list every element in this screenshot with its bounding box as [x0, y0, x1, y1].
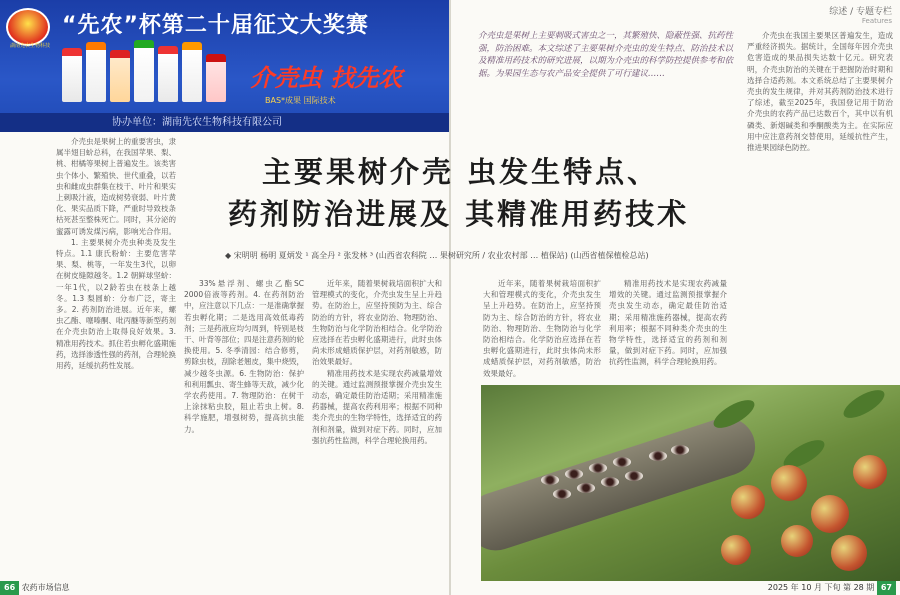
- product-bottle-icon: [206, 54, 226, 102]
- scale-insect-icon: [671, 445, 689, 455]
- footer-left: [0, 581, 449, 595]
- section-sub: Features: [861, 17, 892, 25]
- scale-insect-icon: [601, 477, 619, 487]
- scale-insect-icon: [649, 451, 667, 461]
- contest-banner[interactable]: [0, 0, 449, 132]
- product-bottle-icon: [158, 46, 178, 102]
- logo-caption: 湖南先农生物科技: [9, 43, 50, 49]
- product-bottle-icon: [86, 42, 106, 102]
- apple-fruit: [831, 535, 867, 571]
- scale-insect-photo: [481, 385, 900, 581]
- article-title-line2: 药剂防治进展及 其精准用药技术: [228, 197, 690, 231]
- body-column-right-b: 精准用药技术是实现农药减量增效的关键。通过监测预报掌握介壳虫发生动态，确定最佳防治适期；采用精准施药器械，提高农药利用率；根据不同种类介壳虫的生物学特性，选择适宜的药剂和剂量，做到对症下药。同时，应加强抗药性监测，科学合理轮换用药。: [609, 279, 727, 367]
- issue-date: 2025 年 10 月 下旬 第 28 期: [767, 583, 875, 592]
- scale-insect-icon: [553, 489, 571, 499]
- product-bottle-icon: [62, 48, 82, 102]
- sponsor-bar: 协办单位：湖南先农生物科技有限公司: [0, 113, 449, 132]
- scale-insect-icon: [613, 457, 631, 467]
- apple-fruit: [853, 455, 887, 489]
- banner-slogan-sub: BAS*成果 国际技术: [265, 96, 336, 105]
- article-authors: ◆ 宋明明 杨明 夏炳发 ¹ 高全丹 ² 张发林 ³ (山西省农科院 … 果树研究所 / 农业农村部 … 植保站) (山西省植保植检总站): [225, 251, 649, 260]
- footer-right: [451, 581, 900, 595]
- body-column-left-b: 33%悬浮剂、螺虫乙酯SC 2000倍液等药剂。4. 在药剂防治中，应注意以下几点：一是准确掌握若虫孵化期；二是选用高效低毒药剂；三是药液应均匀周到，特别是枝干、叶背等部位；四是注意药剂的轮换使用。5. 冬季清园：结合修剪，剪除虫枝，刮除老翘皮，集中烧毁，减少越冬虫源。6. 生物防治：保护和利用瓢虫、寄生蜂等天敌，减少化学农药使用。7. 物理防治：在树干上涂抹粘虫胶，阻止若虫上树。8. 科学施肥，增强树势，提高抗虫能力。: [184, 279, 304, 434]
- page-number: 67: [877, 581, 896, 595]
- contest-title: “先农”杯第二十届征文大奖赛: [62, 13, 369, 38]
- product-bottle-icon: [134, 40, 154, 102]
- body-column-left-c: 近年来，随着果树栽培面积扩大和管理模式的变化，介壳虫发生呈上升趋势。在防治上，应坚持预防为主、综合防治的方针，将农业防治、物理防治、生物防治与化学防治相结合。化学防治应选择在若虫孵化盛期进行，此时虫体尚未形成蜡质保护层，对药剂敏感，防治效果最好。 精准用药技术是实现农药减量增效的关键。通过监测预报掌握介壳虫发生动态，确定最佳防治适期；采用精准施药器械，提高农药利用率；根据不同种类介壳虫的生物学特性，选择适宜的药剂和剂量，做到对症下药。同时，应加强抗药性监测，科学合理轮换用药。: [312, 279, 442, 445]
- scale-insect-icon: [541, 475, 559, 485]
- section-label: 综述 / 专题专栏: [829, 7, 892, 17]
- scale-insect-icon: [577, 483, 595, 493]
- apple-fruit: [771, 465, 807, 501]
- body-column-far-right: 介壳虫在我国主要果区普遍发生，造成严重经济损失。据统计，全国每年因介壳虫危害造成的果品损失达数十亿元。研究表明，介壳虫防治的关键在于把握防治时期和选择合适药剂。本文系统总结了主要果树介壳虫的发生规律，并对其药剂防治技术进行了综述，截至2025年，我国登记用于防治介壳虫的农药产品已达数百个，其中以有机磷类、新烟碱类和季酮酸类为主。在实际应用中应注意药剂交替使用，延缓抗性产生，推进果园绿色防控。: [747, 31, 893, 153]
- apple-fruit: [731, 485, 765, 519]
- body-column-left-a: 介壳虫是果树上的重要害虫，隶属半翅目蚧总科，在我国苹果、梨、桃、柑橘等果树上普遍发生。该类害虫个体小、繁殖快、世代重叠，以若虫和雌成虫群集在枝干、叶片和果实上刺吸汁液，造成树势衰弱、叶片黄化、果实品质下降，严重时导致枝条枯死甚至整株死亡。同时，其分泌的蜜露可诱发煤污病，影响光合作用。 1. 主要果树介壳虫种类及发生特点。1.1 康氏粉蚧：主要危害苹果、梨、桃等，一年发生3代，以卵在树皮缝隙越冬。1.2 朝鲜球坚蚧：一年1代，以2龄若虫在枝条上越冬。1.3 梨圆蚧：分布广泛，寄主多。2. 药剂防治进展。近年来，螺虫乙酯、噻嗪酮、吡丙醚等新型药剂在介壳虫防治上取得良好效果。3. 精准用药技术。抓住若虫孵化盛期施药，选择渗透性强的药剂，合理轮换用药，延缓抗药性发展。: [56, 137, 176, 371]
- left-page: [0, 0, 449, 595]
- scale-insect-icon: [589, 463, 607, 473]
- leaf-shape: [840, 385, 889, 423]
- scale-insect-icon: [565, 469, 583, 479]
- page-number: 66: [0, 581, 19, 595]
- body-column-right-a: 近年来，随着果树栽培面积扩大和管理模式的变化，介壳虫发生呈上升趋势。在防治上，应坚持预防为主、综合防治的方针，将农业防治、物理防治、生物防治与化学防治相结合。化学防治应选择在若虫孵化盛期进行，此时虫体尚未形成蜡质保护层，对药剂敏感，防治效果最好。: [483, 279, 601, 378]
- company-logo: [6, 8, 50, 46]
- banner-slogan: 介壳虫 找先农: [250, 63, 403, 92]
- product-bottle-icon: [110, 50, 130, 102]
- section-header: [829, 4, 892, 25]
- apple-fruit: [811, 495, 849, 533]
- scale-insect-icon: [625, 471, 643, 481]
- apple-fruit: [781, 525, 813, 557]
- apple-fruit: [721, 535, 751, 565]
- branch-shape: [481, 410, 763, 558]
- article-abstract: 介壳虫是果树上主要刺吸式害虫之一，其繁殖快、隐蔽性强、抗药性强，防治困难。本文综述了主要果树介壳虫的发生特点、防治技术以及精准用药技术的研究进展，以期为介壳虫的科学防控提供参考和依据。为果园生态与农产品安全提供了可行建议……: [478, 31, 734, 79]
- publication-name: 农药市场信息: [21, 583, 70, 592]
- product-bottle-icon: [182, 42, 202, 102]
- article-title-line1: 主要果树介壳 虫发生特点、: [262, 155, 660, 189]
